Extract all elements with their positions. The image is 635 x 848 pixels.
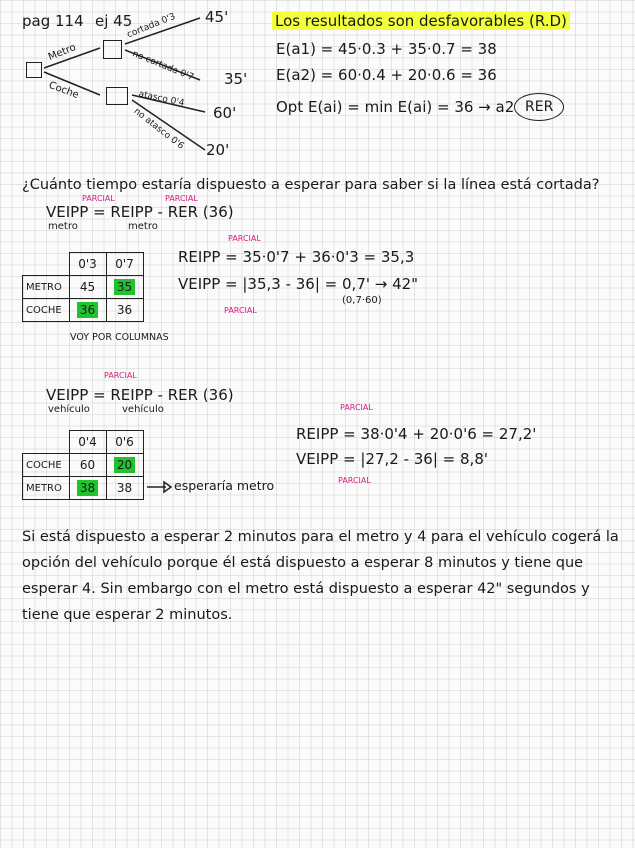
- arrow-right-icon: [146, 480, 172, 494]
- table-cell: 36: [106, 299, 143, 322]
- columns-note: VOY POR COLUMNAS: [70, 332, 169, 343]
- table-cell-highlighted: 36: [69, 299, 106, 322]
- vehiculo-reipp-calc: REIPP = 38·0'4 + 20·0'6 = 27,2': [296, 425, 537, 443]
- table-cell-highlighted: 20: [106, 454, 143, 477]
- table-row: [23, 299, 144, 322]
- parcial-label: PARCIAL: [165, 194, 198, 203]
- parcial-label: PARCIAL: [338, 476, 371, 485]
- coche-label: Coche: [47, 80, 81, 102]
- metro-top-minutes: 45': [205, 8, 229, 26]
- wait-metro-note: esperaría metro: [174, 478, 275, 493]
- parcial-label: PARCIAL: [224, 306, 257, 315]
- parcial-label: PARCIAL: [340, 403, 373, 412]
- metro-veipp-formula: VEIPP = REIPP - RER (36): [46, 203, 234, 221]
- coche-branch-bottom: no atasco 0'6: [131, 106, 186, 152]
- table-cell-highlighted: 38: [69, 477, 106, 500]
- row-label: METRO: [23, 477, 70, 500]
- page-number: pag 114: [22, 12, 84, 30]
- question-text: ¿Cuánto tiempo estaría dispuesto a esperar para saber si la línea está cortada?: [22, 177, 600, 193]
- parcial-label: PARCIAL: [82, 194, 115, 203]
- chance-node-metro: [103, 40, 122, 59]
- table-header-cell: 0'6: [106, 431, 143, 454]
- row-label: COCHE: [23, 454, 70, 477]
- metro-payoff-table: [22, 252, 144, 322]
- parcial-label: PARCIAL: [104, 371, 137, 380]
- vehiculo-veipp-calc: VEIPP = |27,2 - 36| = 8,8': [296, 450, 488, 468]
- metro-veipp-calc: VEIPP = |35,3 - 36| = 0,7' → 42": [178, 275, 419, 293]
- conversion-note: (0,7·60): [342, 295, 382, 306]
- vehiculo-payoff-table: [22, 430, 144, 500]
- table-header-cell: 0'7: [106, 253, 143, 276]
- vehiculo-veipp-formula: VEIPP = REIPP - RER (36): [46, 386, 234, 404]
- metro-label: Metro: [46, 42, 78, 64]
- parcial-label: PARCIAL: [228, 234, 261, 243]
- table-row: [23, 454, 144, 477]
- metro-bottom-minutes: 35': [224, 70, 248, 88]
- formula-subscript: vehículo: [48, 404, 90, 415]
- expected-a2: E(a2) = 60·0.4 + 20·0.6 = 36: [276, 66, 497, 84]
- coche-top-minutes: 60': [213, 104, 237, 122]
- formula-subscript: vehículo: [122, 404, 164, 415]
- table-header-cell: 0'3: [69, 253, 106, 276]
- table-cell-highlighted: 35: [106, 276, 143, 299]
- metro-reipp-calc: REIPP = 35·0'7 + 36·0'3 = 35,3: [178, 248, 415, 266]
- formula-subscript: metro: [128, 221, 158, 232]
- decision-node: [26, 62, 42, 78]
- row-label: COCHE: [23, 299, 70, 322]
- table-header-cell: 0'4: [69, 431, 106, 454]
- table-cell: 60: [69, 454, 106, 477]
- formula-subscript: metro: [48, 221, 78, 232]
- exercise-number: ej 45: [95, 12, 133, 30]
- metro-branch-top: cortada 0'3: [125, 11, 178, 41]
- rer-circled: RER: [514, 93, 564, 121]
- chance-node-coche: [106, 87, 128, 105]
- expected-a1: E(a1) = 45·0.3 + 35·0.7 = 38: [276, 40, 497, 58]
- table-cell: 38: [106, 477, 143, 500]
- row-label: METRO: [23, 276, 70, 299]
- table-row: [23, 276, 144, 299]
- coche-branch-top: atasco 0'4: [137, 89, 186, 109]
- conclusion-paragraph: Si está dispuesto a esperar 2 minutos para el metro y 4 para el vehículo cogerá la opción del vehículo porque él está dispuesto a esperar 8 minutos y tiene que esperar 4. Sin embargo con el metro está dispuesto a esperar 42" segundos y tiene que esperar 2 minutos.: [22, 529, 619, 623]
- results-title: Los resultados son desfavorables (R.D): [272, 14, 570, 29]
- coche-bottom-minutes: 20': [206, 141, 230, 159]
- table-row: [23, 477, 144, 500]
- optimal-expected: Opt E(ai) = min E(ai) = 36 → a2: [276, 98, 515, 116]
- metro-branch-bottom: no cortada 0'7: [130, 49, 195, 83]
- table-cell: 45: [69, 276, 106, 299]
